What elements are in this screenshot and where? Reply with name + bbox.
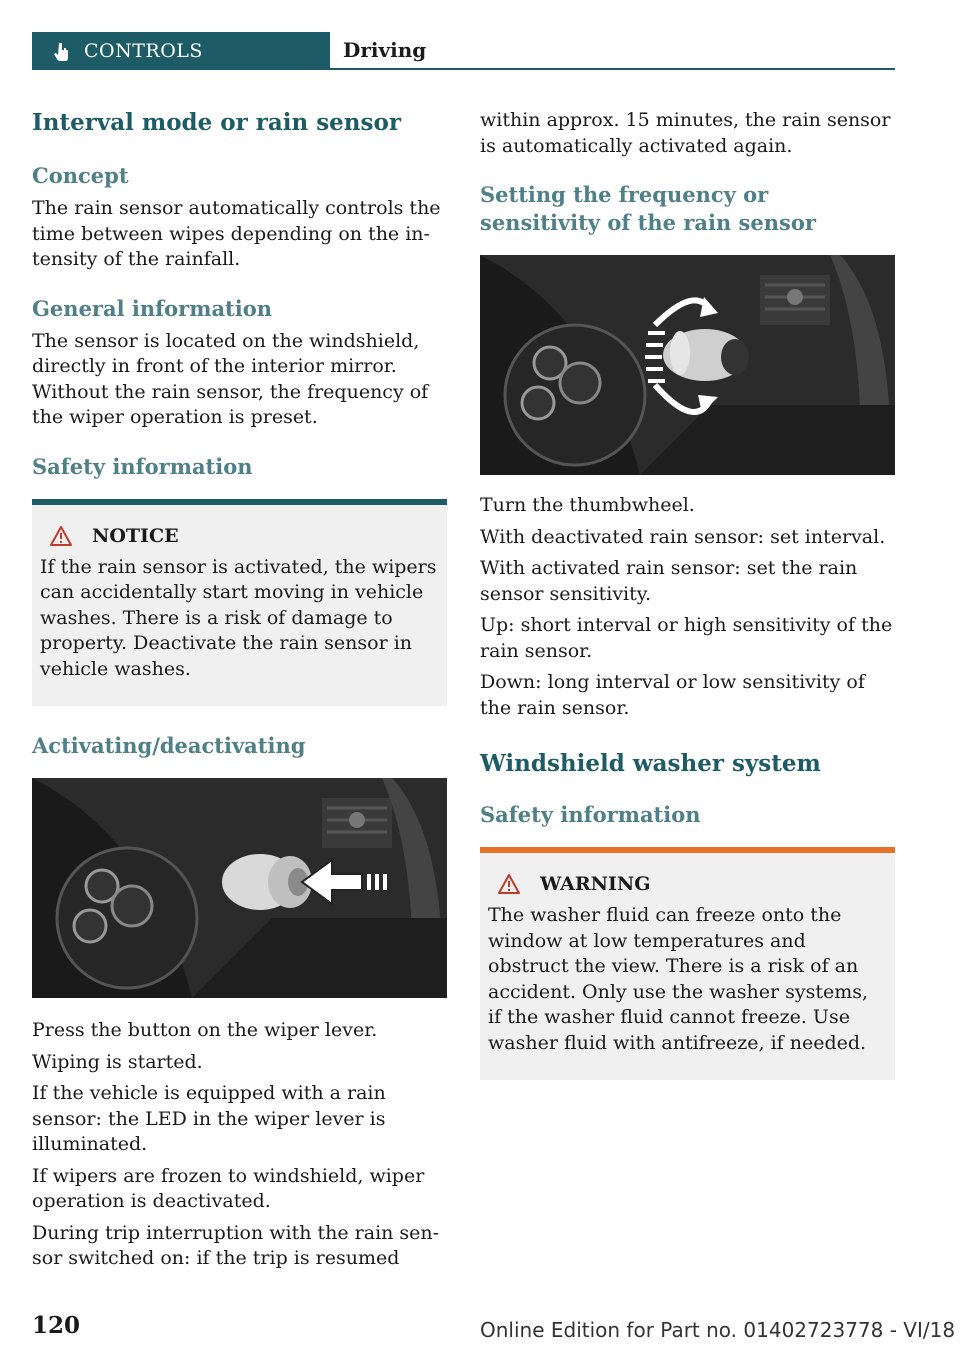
left-column bbox=[32, 108, 447, 1272]
header-subsection: Driving bbox=[343, 38, 427, 62]
concept-text: The rain sensor automatically controls the time between wipes depending on the intensity of the rainfall. bbox=[32, 197, 441, 270]
activating-paragraph-4: If wipers are frozen to windshield, wiper operation is deactivated. bbox=[32, 1164, 425, 1212]
warning-triangle-icon bbox=[498, 874, 520, 894]
continued-text: within approx. 15 minutes, the rain sensor is automatically activated again. bbox=[480, 109, 891, 157]
activating-paragraph-3: If the vehicle is equipped with a rain sensor: the LED in the wiper lever is illuminated. bbox=[32, 1082, 386, 1155]
washer-heading: Windshield washer system bbox=[480, 750, 821, 777]
page-number: 120 bbox=[32, 1312, 81, 1339]
setting-paragraph-2: With deactivated rain sensor: set interval. bbox=[480, 525, 886, 548]
hand-pointer-icon bbox=[52, 41, 72, 61]
warning-text: The washer fluid can freeze onto the window at low temperatures and obstruct the view. There is a risk of an accident. Only use the washer systems, if the washer fluid cannot freeze. Use washer fluid with antifreeze, if needed. bbox=[488, 904, 868, 1054]
notice-title bbox=[40, 525, 437, 547]
activating-paragraph-1: Press the button on the wiper lever. bbox=[32, 1019, 378, 1041]
header-section-label: CONTROLS bbox=[84, 40, 203, 62]
setting-paragraph-5: Down: long interval or low sensitivity of the rain sensor. bbox=[480, 671, 865, 719]
setting-paragraph-4: Up: short interval or high sensitivity of the rain sensor. bbox=[480, 614, 893, 662]
setting-heading: Setting the frequency or sensitivity of the rain sensor bbox=[480, 182, 816, 235]
header-rule bbox=[330, 68, 895, 70]
notice-label: NOTICE bbox=[92, 524, 179, 547]
notice-box bbox=[32, 499, 447, 707]
wiper-lever-button-photo bbox=[32, 778, 447, 998]
washer-safety-heading: Safety information bbox=[480, 802, 701, 827]
setting-paragraph-3: With activated rain sensor: set the rain sensor sensitivity. bbox=[480, 557, 858, 605]
setting-paragraph-1: Turn the thumbwheel. bbox=[480, 494, 695, 516]
activating-heading: Activating/deactivating bbox=[32, 733, 306, 758]
warning-box bbox=[480, 847, 895, 1080]
general-text: The sensor is located on the windshield, directly in front of the interior mirror. Without the rain sensor, the frequency of the wiper operation is preset. bbox=[32, 329, 429, 428]
warning-label: WARNING bbox=[540, 873, 651, 895]
safety-heading: Safety information bbox=[32, 453, 253, 479]
section-title: Interval mode or rain sensor bbox=[32, 109, 401, 136]
edition-note: Online Edition for Part no. 01402723778 - VI/18 bbox=[480, 1318, 956, 1342]
notice-text: If the rain sensor is activated, the wipers can accidentally start moving in vehicle washes. There is a risk of damage to property. Deactivate the rain sensor in vehicle washes. bbox=[40, 555, 437, 680]
right-column bbox=[480, 108, 895, 1080]
header-section-tab bbox=[32, 32, 330, 70]
activating-paragraph-2: Wiping is started. bbox=[32, 1050, 203, 1073]
warning-triangle-icon bbox=[50, 526, 72, 546]
warning-title bbox=[488, 873, 885, 895]
thumbwheel-photo bbox=[480, 255, 895, 475]
concept-heading: Concept bbox=[32, 163, 129, 188]
general-heading: General information bbox=[32, 295, 273, 321]
activating-paragraph-5: During trip interruption with the rain sensor switched on: if the trip is resumed bbox=[32, 1221, 440, 1269]
